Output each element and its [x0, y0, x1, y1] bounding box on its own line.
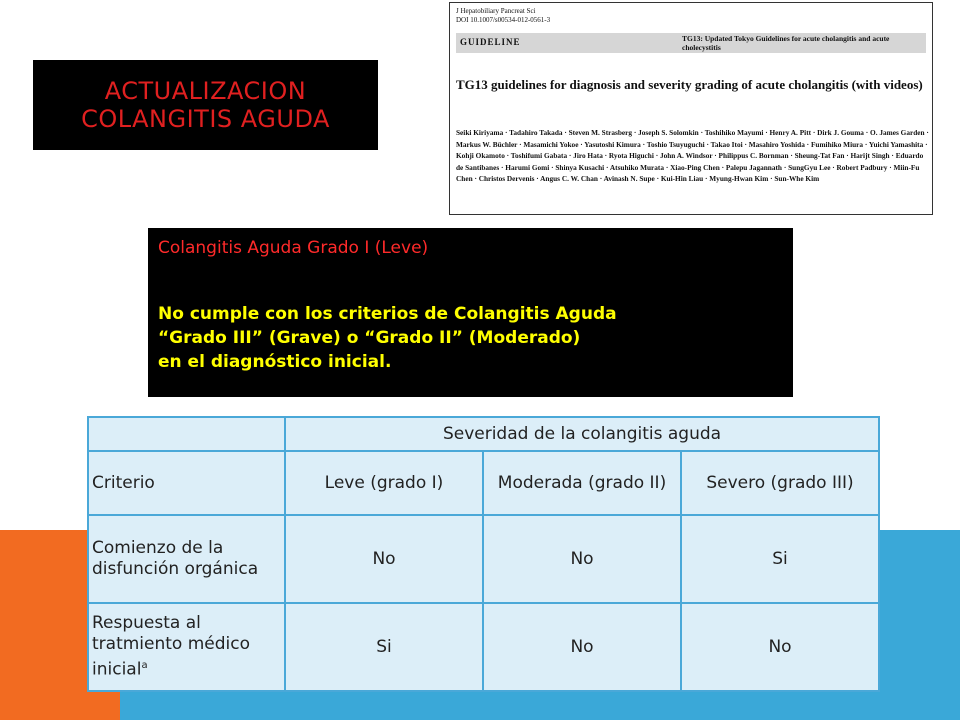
- row-criterio-cell: [88, 603, 285, 691]
- grade-description-line: No cumple con los criterios de Colangitis Aguda: [158, 304, 617, 324]
- slide-title-line1: ACTUALIZACION: [104, 77, 307, 105]
- table-columns-row: [88, 451, 879, 515]
- table-header-row: [88, 417, 879, 451]
- table-header: Severidad de la colangitis aguda: [285, 417, 879, 451]
- paper-guideline-bar: [456, 33, 926, 53]
- row-moderada-cell: No: [483, 515, 681, 603]
- grade-heading: Colangitis Aguda Grado I (Leve): [158, 238, 429, 258]
- paper-journal: J Hepatobiliary Pancreat Sci: [456, 7, 536, 15]
- slide-title-line2: COLANGITIS AGUDA: [81, 105, 330, 133]
- grade-description-line: “Grado III” (Grave) o “Grado II” (Moderado): [158, 328, 581, 348]
- slide-title: [33, 60, 378, 150]
- footnote-marker: a: [141, 660, 148, 672]
- paper-excerpt-image: [449, 2, 933, 215]
- paper-title: TG13 guidelines for diagnosis and severity grading of acute cholangitis (with videos): [456, 77, 923, 92]
- row-severo-cell: No: [681, 603, 879, 691]
- table-corner-cell: [88, 417, 285, 451]
- paper-running-title: TG13: Updated Tokyo Guidelines for acute cholangitis and acute cholecystitis: [682, 34, 890, 52]
- paper-header: [456, 7, 550, 25]
- paper-doi: DOI 10.1007/s00534-012-0561-3: [456, 16, 551, 24]
- column-header-criterio: Criterio: [88, 451, 285, 515]
- table-row: [88, 515, 879, 603]
- column-header-leve: Leve (grado I): [285, 451, 483, 515]
- column-header-moderada: Moderada (grado II): [483, 451, 681, 515]
- row-criterio-text: Respuesta al tratmiento médico inicial: [92, 613, 251, 680]
- row-leve-cell: Si: [285, 603, 483, 691]
- column-header-severo: Severo (grado III): [681, 451, 879, 515]
- paper-authors: Seiki Kiriyama · Tadahiro Takada · Steven M. Strasberg · Joseph S. Solomkin · Toshihiko Mayumi · Henry A. Pitt · Dirk J. Gouma · O. James Garden · Markus W. Büchler · Masamichi Yokoe · Yasutoshi Kimura · Toshio Tsuyuguchi · Takao Itoi · Masahiro Yoshida · Fumihiko Miura · Yuichi Yamashita · Kohji Okamoto · Toshifumi Gabata · Jiro Hata · Ryota Higuchi · John A. Windsor · Philippus C. Bornman · Sheung-Tat Fan · Harijt Singh · Eduardo de Santibanes · Harumi Gomi · Shinya Kusachi · Atsuhiko Murata · Xiao-Ping Chen · Palepu Jagannath · SungGyu Lee · Robert Padbury · Miin-Fu Chen · Christos Dervenis · Angus C. W. Chan · Avinash N. Supe · Kui-Hin Liau · Myung-Hwan Kim · Sun-Whe Kim: [456, 128, 929, 184]
- row-leve-cell: No: [285, 515, 483, 603]
- grade-description-line: en el diagnóstico inicial.: [158, 352, 392, 372]
- grade-definition-box: [148, 228, 793, 397]
- row-moderada-cell: No: [483, 603, 681, 691]
- table-row: [88, 603, 879, 691]
- grade-description: [158, 302, 788, 374]
- row-severo-cell: Si: [681, 515, 879, 603]
- severity-table: [87, 416, 880, 692]
- paper-section-label: GUIDELINE: [460, 37, 521, 47]
- row-criterio-cell: Comienzo de la disfunción orgánica: [88, 515, 285, 603]
